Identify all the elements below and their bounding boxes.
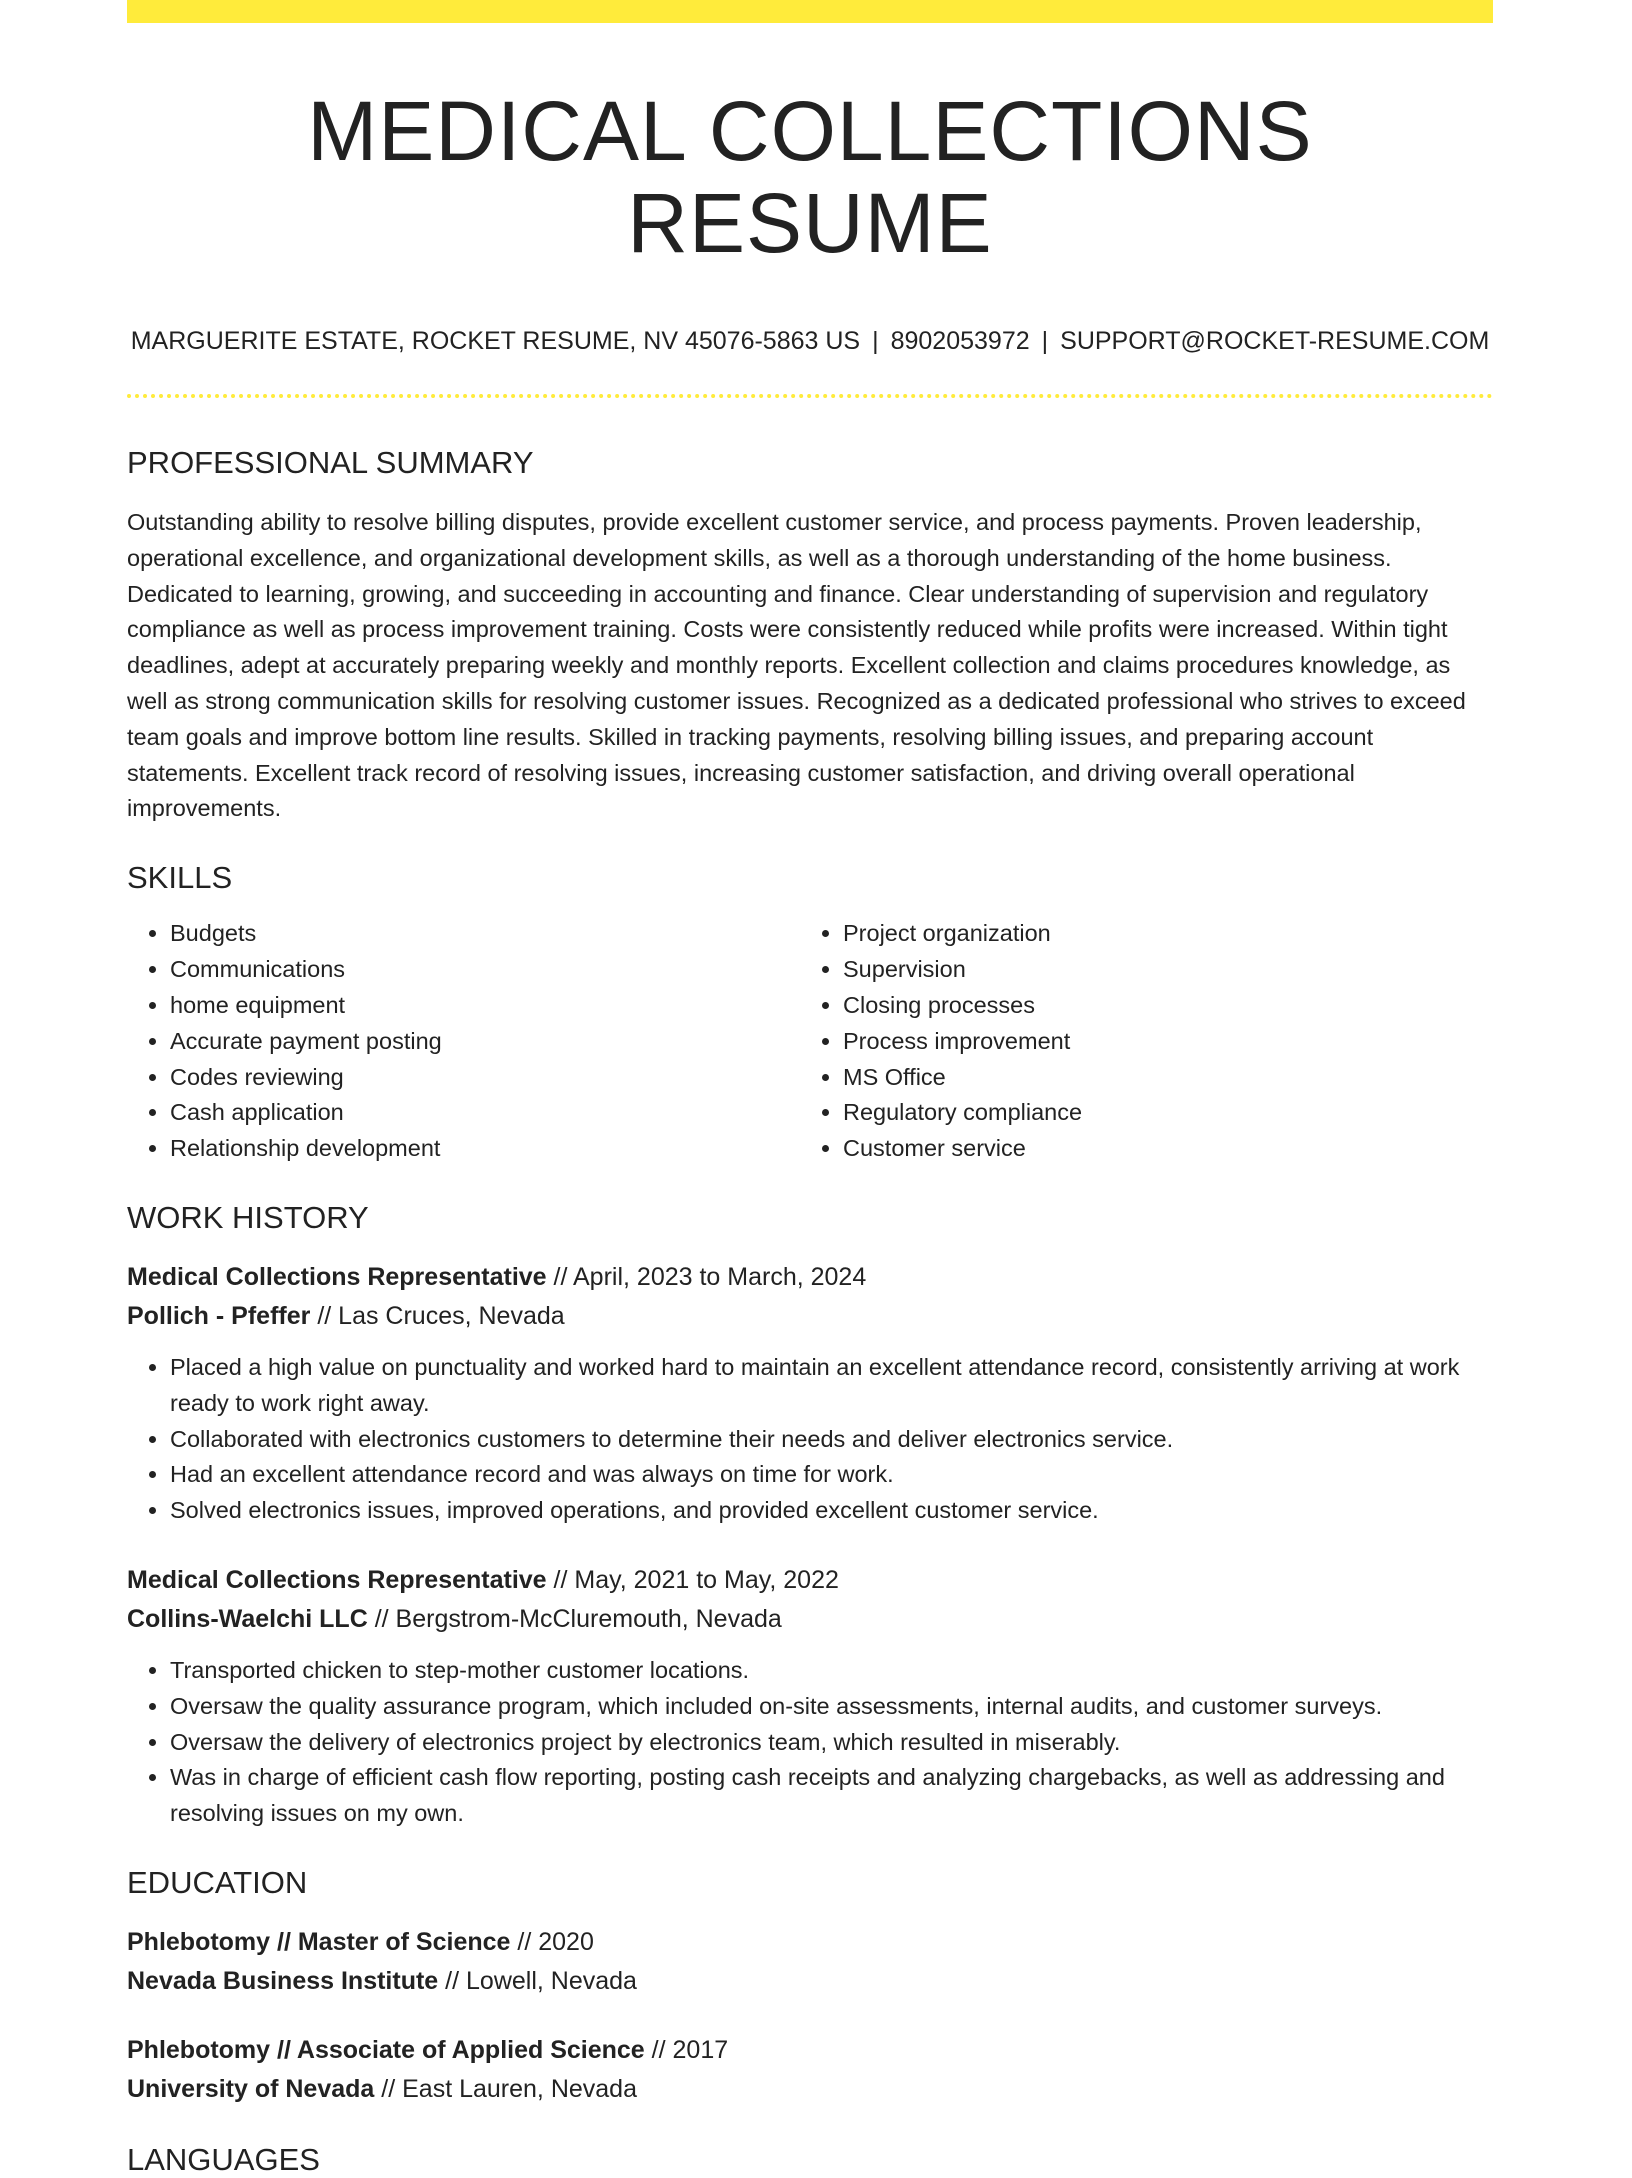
- job-location: // Bergstrom-McCluremouth, Nevada: [374, 1605, 782, 1634]
- job-dates: // April, 2023 to March, 2024: [553, 1263, 867, 1292]
- top-accent-bar: [127, 0, 1493, 23]
- job-title-line: [127, 1561, 1493, 1600]
- contact-phone: 8902053972: [890, 326, 1030, 355]
- school-line: [127, 2070, 1493, 2109]
- job-bullet: • Placed a high value on punctuality and worked hard to maintain an excellent attendance record, consistently arriving at work ready to work right away.: [170, 1350, 1493, 1422]
- school-name: Nevada Business Institute: [127, 1967, 439, 1996]
- contact-line: [127, 326, 1493, 356]
- job-bullets: [127, 1350, 1493, 1529]
- contact-separator: |: [872, 326, 879, 355]
- skill-item: • Accurate payment posting: [170, 1024, 800, 1060]
- resume-title: MEDICAL COLLECTIONS RESUME: [307, 84, 1313, 271]
- skill-item: • home equipment: [170, 988, 800, 1024]
- skill-item: • MS Office: [843, 1060, 1473, 1096]
- degree-year: // 2020: [517, 1928, 594, 1957]
- job-title: Medical Collections Representative: [127, 1263, 547, 1292]
- skills-heading: SKILLS: [127, 860, 233, 896]
- contact-email: SUPPORT@ROCKET-RESUME.COM: [1060, 326, 1490, 355]
- skill-item: • Project organization: [843, 916, 1473, 952]
- skill-item: • Relationship development: [170, 1131, 800, 1167]
- work-history-heading: WORK HISTORY: [127, 1199, 369, 1235]
- skill-item: • Regulatory compliance: [843, 1095, 1473, 1131]
- skill-item: • Customer service: [843, 1131, 1473, 1167]
- education-entry: [127, 2031, 1493, 2109]
- job-title-line: [127, 1258, 1493, 1297]
- school-location: // Lowell, Nevada: [445, 1967, 637, 1996]
- education-entry: [127, 1923, 1493, 2001]
- languages-heading: LANGUAGES: [127, 2142, 320, 2178]
- job-company-line: [127, 1297, 1493, 1336]
- skill-item: • Codes reviewing: [170, 1060, 800, 1096]
- degree-line: [127, 1923, 1493, 1962]
- skill-item: • Closing processes: [843, 988, 1473, 1024]
- skill-item: • Cash application: [170, 1095, 800, 1131]
- job-bullet: • Transported chicken to step-mother customer locations.: [170, 1653, 1493, 1689]
- job-bullets: [127, 1653, 1493, 1832]
- job-bullet: • Solved electronics issues, improved operations, and provided excellent customer service.: [170, 1493, 1493, 1529]
- job-entry: [127, 1561, 1493, 1832]
- dotted-divider: [127, 394, 1493, 398]
- school-location: // East Lauren, Nevada: [381, 2075, 637, 2104]
- job-dates: // May, 2021 to May, 2022: [553, 1566, 839, 1595]
- job-company-line: [127, 1600, 1493, 1639]
- skill-item: • Budgets: [170, 916, 800, 952]
- contact-separator: |: [1041, 326, 1049, 355]
- job-bullet: • Was in charge of efficient cash flow reporting, posting cash receipts and analyzing chargebacks, as well as addressing and resolving issues on my own.: [170, 1760, 1493, 1832]
- job-bullet: • Had an excellent attendance record and was always on time for work.: [170, 1457, 1493, 1493]
- skill-item: • Communications: [170, 952, 800, 988]
- school-name: University of Nevada: [127, 2075, 375, 2104]
- skill-item: • Process improvement: [843, 1024, 1473, 1060]
- job-bullet: • Collaborated with electronics customers to determine their needs and deliver electronics service.: [170, 1422, 1493, 1458]
- job-company: Pollich - Pfeffer: [127, 1302, 311, 1331]
- job-title: Medical Collections Representative: [127, 1566, 547, 1595]
- summary-text: Outstanding ability to resolve billing disputes, provide excellent customer service, and process payments. Proven leadership, operational excellence, and organizational development skills, as well as a thorough understanding of the home business. Dedicated to learning, growing, and succeeding in accounting and finance. Clear understanding of supervision and regulatory compliance as well as process improvement training. Costs were consistently reduced while profits were increased. Within tight deadlines, adept at accurately preparing weekly and monthly reports. Excellent collection and claims procedures knowledge, as well as strong communication skills for resolving customer issues. Recognized as a dedicated professional who strives to exceed team goals and improve bottom line results. Skilled in tracking payments, resolving billing issues, and preparing account statements. Excellent track record of resolving issues, increasing customer satisfaction, and driving overall operational improvements.: [127, 508, 1466, 822]
- education-heading: EDUCATION: [127, 1865, 308, 1901]
- degree-name: Phlebotomy // Associate of Applied Science: [127, 2036, 645, 2065]
- degree-name: Phlebotomy // Master of Science: [127, 1928, 511, 1957]
- skills-column-right: [800, 916, 1473, 1167]
- school-line: [127, 1962, 1493, 2001]
- job-bullet: • Oversaw the quality assurance program, which included on-site assessments, internal audits, and customer surveys.: [170, 1689, 1493, 1725]
- job-bullet: • Oversaw the delivery of electronics project by electronics team, which resulted in miserably.: [170, 1725, 1493, 1761]
- summary-heading: PROFESSIONAL SUMMARY: [127, 444, 534, 480]
- job-entry: [127, 1258, 1493, 1529]
- resume-page: [127, 0, 1493, 2178]
- job-company: Collins-Waelchi LLC: [127, 1605, 368, 1634]
- skills-grid: [127, 916, 1493, 1167]
- degree-year: // 2017: [651, 2036, 729, 2065]
- degree-line: [127, 2031, 1493, 2070]
- skill-item: • Supervision: [843, 952, 1473, 988]
- job-location: // Las Cruces, Nevada: [317, 1302, 565, 1331]
- contact-address: MARGUERITE ESTATE, ROCKET RESUME, NV 45076-5863 US: [130, 326, 861, 355]
- skills-column-left: [127, 916, 800, 1167]
